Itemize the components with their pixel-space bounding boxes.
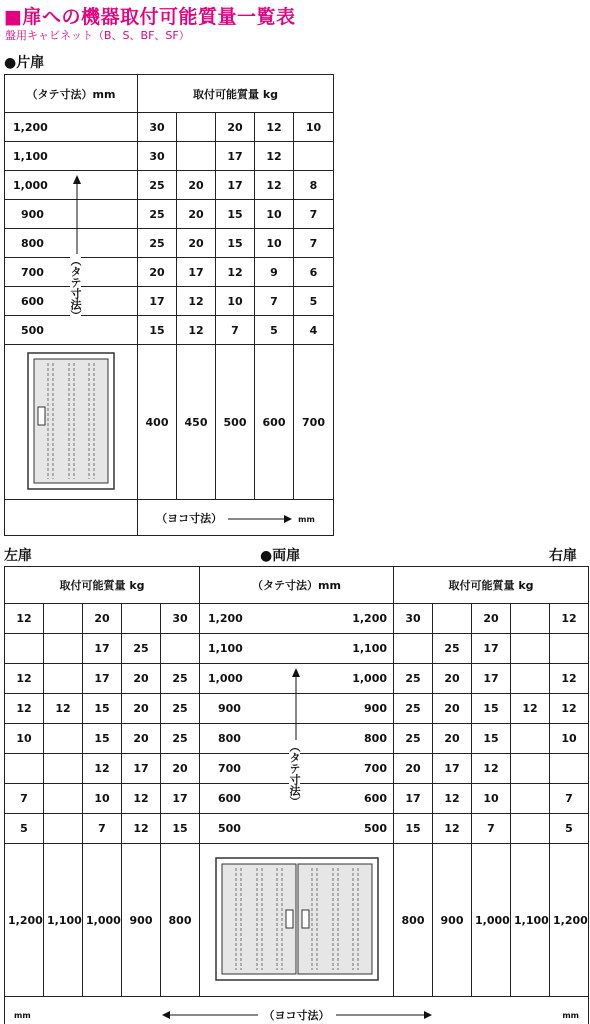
right-mass-value: 5 bbox=[550, 814, 589, 844]
mass-value: 25 bbox=[138, 200, 177, 229]
mass-value: 10 bbox=[255, 200, 294, 229]
height-value-left: 800 bbox=[218, 732, 241, 745]
left-mass-value: 12 bbox=[5, 664, 44, 694]
width-axis-row bbox=[5, 500, 334, 536]
right-mass-value: 7 bbox=[472, 814, 511, 844]
right-arrow-icon bbox=[336, 1011, 432, 1019]
right-mass-value: 20 bbox=[433, 694, 472, 724]
double-door-label: ●両扉 bbox=[260, 548, 301, 564]
mass-value: 20 bbox=[177, 200, 216, 229]
height-value-right: 1,000 bbox=[352, 672, 387, 685]
left-mass-value: 15 bbox=[83, 724, 122, 754]
right-mass-value bbox=[394, 634, 433, 664]
right-door-label: 右扉 bbox=[549, 548, 577, 564]
table-row bbox=[5, 287, 334, 316]
left-mass-value: 30 bbox=[161, 604, 200, 634]
table-row bbox=[5, 229, 334, 258]
right-mass-value: 12 bbox=[472, 754, 511, 784]
mass-value: 10 bbox=[294, 113, 334, 142]
height-value: 800 bbox=[5, 229, 138, 258]
right-mass-value: 17 bbox=[472, 634, 511, 664]
left-mass-value: 10 bbox=[5, 724, 44, 754]
left-arrow-icon bbox=[162, 1011, 258, 1019]
right-mass-value: 12 bbox=[433, 784, 472, 814]
mass-value: 10 bbox=[255, 229, 294, 258]
width-value: 450 bbox=[177, 345, 216, 500]
height-value-pair bbox=[200, 604, 394, 634]
height-value-pair bbox=[200, 814, 394, 844]
mass-value: 5 bbox=[255, 316, 294, 345]
left-mass-value: 20 bbox=[122, 694, 161, 724]
page-subtitle: 盤用キャビネット（B、S、BF、SF） bbox=[5, 29, 190, 42]
mass-value: 12 bbox=[255, 171, 294, 200]
right-mass-value bbox=[511, 634, 550, 664]
mass-value: 17 bbox=[216, 171, 255, 200]
mass-value: 20 bbox=[216, 113, 255, 142]
mass-value: 6 bbox=[294, 258, 334, 287]
double-door-cabinet-icon bbox=[214, 856, 380, 982]
height-header: （タテ寸法）mm bbox=[200, 567, 394, 604]
right-mass-value: 12 bbox=[550, 604, 589, 634]
mass-value: 17 bbox=[216, 142, 255, 171]
height-value-left: 900 bbox=[218, 702, 241, 715]
left-mass-value: 17 bbox=[83, 634, 122, 664]
right-mass-value: 10 bbox=[472, 784, 511, 814]
mass-header-right: 取付可能質量 kg bbox=[394, 567, 589, 604]
height-value-left: 1,000 bbox=[208, 672, 243, 685]
right-mass-value bbox=[550, 754, 589, 784]
right-mass-value: 15 bbox=[394, 814, 433, 844]
width-value-right: 900 bbox=[433, 844, 472, 997]
height-value-left: 700 bbox=[218, 762, 241, 775]
width-value-left: 1,100 bbox=[44, 844, 83, 997]
right-mass-value bbox=[550, 634, 589, 664]
right-mass-value: 25 bbox=[433, 634, 472, 664]
right-mass-value: 20 bbox=[433, 664, 472, 694]
width-value-right: 800 bbox=[394, 844, 433, 997]
height-value-right: 800 bbox=[364, 732, 387, 745]
width-axis-cell bbox=[5, 997, 589, 1024]
left-mass-value bbox=[44, 784, 83, 814]
right-mass-value: 17 bbox=[394, 784, 433, 814]
mass-value: 12 bbox=[177, 287, 216, 316]
left-door-label: 左扉 bbox=[4, 548, 32, 564]
left-mass-value bbox=[5, 634, 44, 664]
right-mass-value: 12 bbox=[511, 694, 550, 724]
table-row bbox=[5, 113, 334, 142]
right-mass-value: 25 bbox=[394, 694, 433, 724]
left-mass-value: 20 bbox=[122, 664, 161, 694]
page-title: ■扉への機器取付可能質量一覧表 bbox=[4, 6, 296, 28]
left-mass-value: 25 bbox=[161, 694, 200, 724]
mass-value: 20 bbox=[177, 171, 216, 200]
single-door-cabinet-icon bbox=[26, 351, 116, 491]
height-axis-label: （タテ寸法） bbox=[69, 255, 82, 321]
width-value-right: 1,200 bbox=[550, 844, 589, 997]
table-row bbox=[5, 142, 334, 171]
height-value: 1,200 bbox=[5, 113, 138, 142]
height-value-right: 500 bbox=[364, 822, 387, 835]
mass-value: 12 bbox=[255, 113, 294, 142]
left-mass-value: 17 bbox=[83, 664, 122, 694]
right-mass-value: 12 bbox=[550, 664, 589, 694]
mass-value: 8 bbox=[294, 171, 334, 200]
height-value: 1,000 bbox=[5, 171, 138, 200]
single-door-table bbox=[4, 74, 334, 536]
right-mass-value bbox=[511, 664, 550, 694]
mass-header-left: 取付可能質量 kg bbox=[5, 567, 200, 604]
left-mass-value: 25 bbox=[161, 724, 200, 754]
right-mass-value: 12 bbox=[550, 694, 589, 724]
mass-value: 15 bbox=[138, 316, 177, 345]
mass-value: 30 bbox=[138, 113, 177, 142]
height-value-right: 900 bbox=[364, 702, 387, 715]
height-value-left: 500 bbox=[218, 822, 241, 835]
mass-value: 7 bbox=[294, 200, 334, 229]
mass-value: 25 bbox=[138, 171, 177, 200]
right-mass-value bbox=[511, 754, 550, 784]
width-axis-cell bbox=[138, 500, 334, 536]
width-value: 600 bbox=[255, 345, 294, 500]
up-arrow-icon bbox=[72, 175, 82, 255]
left-mass-value bbox=[44, 634, 83, 664]
height-value: 900 bbox=[5, 200, 138, 229]
mass-value: 25 bbox=[138, 229, 177, 258]
mass-value: 20 bbox=[138, 258, 177, 287]
left-mass-value: 20 bbox=[122, 724, 161, 754]
mass-value: 7 bbox=[294, 229, 334, 258]
table-row bbox=[5, 634, 589, 664]
right-mass-value: 7 bbox=[550, 784, 589, 814]
single-door-diagram-cell bbox=[5, 345, 138, 500]
height-value-left: 600 bbox=[218, 792, 241, 805]
left-mass-value: 12 bbox=[83, 754, 122, 784]
mass-value bbox=[294, 142, 334, 171]
right-mass-value: 15 bbox=[472, 694, 511, 724]
table-row bbox=[5, 814, 589, 844]
mass-header: 取付可能質量 kg bbox=[138, 75, 334, 113]
height-axis-label: （タテ寸法） bbox=[288, 741, 301, 807]
left-mass-value bbox=[5, 754, 44, 784]
width-unit-left: mm bbox=[14, 1010, 31, 1020]
left-mass-value: 15 bbox=[83, 694, 122, 724]
mass-value: 15 bbox=[216, 229, 255, 258]
width-value-left: 1,200 bbox=[5, 844, 44, 997]
right-mass-value bbox=[433, 604, 472, 634]
mass-value: 12 bbox=[216, 258, 255, 287]
height-value-left: 1,200 bbox=[208, 612, 243, 625]
table-row bbox=[5, 171, 334, 200]
height-value: 600 bbox=[5, 287, 138, 316]
left-mass-value: 12 bbox=[5, 694, 44, 724]
mass-value bbox=[177, 142, 216, 171]
left-mass-value bbox=[44, 754, 83, 784]
height-value-left: 1,100 bbox=[208, 642, 243, 655]
height-value-right: 600 bbox=[364, 792, 387, 805]
mass-value: 7 bbox=[255, 287, 294, 316]
mass-value bbox=[177, 113, 216, 142]
left-mass-value bbox=[161, 634, 200, 664]
left-mass-value: 17 bbox=[161, 784, 200, 814]
mass-value: 30 bbox=[138, 142, 177, 171]
height-header: （タテ寸法）mm bbox=[5, 75, 138, 113]
width-value-left: 800 bbox=[161, 844, 200, 997]
right-mass-value: 17 bbox=[433, 754, 472, 784]
left-mass-value: 12 bbox=[122, 784, 161, 814]
mass-value: 4 bbox=[294, 316, 334, 345]
width-value-right: 1,100 bbox=[511, 844, 550, 997]
double-door-diagram-cell bbox=[200, 844, 394, 997]
right-mass-value: 25 bbox=[394, 724, 433, 754]
table-row bbox=[5, 258, 334, 287]
right-mass-value: 10 bbox=[550, 724, 589, 754]
right-mass-value: 17 bbox=[472, 664, 511, 694]
left-mass-value bbox=[44, 724, 83, 754]
right-mass-value: 15 bbox=[472, 724, 511, 754]
right-arrow-icon bbox=[228, 515, 292, 523]
left-mass-value: 10 bbox=[83, 784, 122, 814]
right-mass-value bbox=[511, 784, 550, 814]
right-mass-value: 30 bbox=[394, 604, 433, 634]
up-arrow-icon bbox=[291, 668, 301, 740]
left-mass-value: 25 bbox=[122, 634, 161, 664]
height-value: 700 bbox=[5, 258, 138, 287]
blank-cell bbox=[5, 500, 138, 536]
left-mass-value: 12 bbox=[5, 604, 44, 634]
mass-value: 5 bbox=[294, 287, 334, 316]
left-mass-value bbox=[44, 604, 83, 634]
right-mass-value bbox=[511, 724, 550, 754]
mass-value: 7 bbox=[216, 316, 255, 345]
left-mass-value: 25 bbox=[161, 664, 200, 694]
height-value-pair bbox=[200, 634, 394, 664]
left-mass-value: 20 bbox=[161, 754, 200, 784]
height-value-right: 700 bbox=[364, 762, 387, 775]
mass-value: 10 bbox=[216, 287, 255, 316]
left-mass-value: 17 bbox=[122, 754, 161, 784]
left-mass-value: 7 bbox=[5, 784, 44, 814]
height-value: 1,100 bbox=[5, 142, 138, 171]
single-door-label: ●片扉 bbox=[4, 55, 45, 71]
diagram-row bbox=[5, 844, 589, 997]
width-value: 400 bbox=[138, 345, 177, 500]
left-mass-value bbox=[122, 604, 161, 634]
width-axis-row bbox=[5, 997, 589, 1024]
left-mass-value: 12 bbox=[122, 814, 161, 844]
width-value-left: 900 bbox=[122, 844, 161, 997]
height-value-right: 1,100 bbox=[352, 642, 387, 655]
left-mass-value: 15 bbox=[161, 814, 200, 844]
left-mass-value: 12 bbox=[44, 694, 83, 724]
left-mass-value: 7 bbox=[83, 814, 122, 844]
right-mass-value bbox=[511, 604, 550, 634]
width-value: 700 bbox=[294, 345, 334, 500]
height-value: 500 bbox=[5, 316, 138, 345]
height-value-right: 1,200 bbox=[352, 612, 387, 625]
table-row bbox=[5, 604, 589, 634]
mass-value: 9 bbox=[255, 258, 294, 287]
right-mass-value: 12 bbox=[433, 814, 472, 844]
table-row bbox=[5, 316, 334, 345]
width-unit-right: mm bbox=[562, 1010, 579, 1020]
right-mass-value: 20 bbox=[433, 724, 472, 754]
width-unit: mm bbox=[298, 514, 315, 524]
mass-value: 20 bbox=[177, 229, 216, 258]
right-mass-value bbox=[511, 814, 550, 844]
mass-value: 17 bbox=[177, 258, 216, 287]
mass-value: 12 bbox=[255, 142, 294, 171]
left-mass-value: 5 bbox=[5, 814, 44, 844]
width-axis-label: （ヨコ寸法） bbox=[263, 1009, 330, 1022]
mass-value: 17 bbox=[138, 287, 177, 316]
mass-value: 15 bbox=[216, 200, 255, 229]
mass-value: 12 bbox=[177, 316, 216, 345]
right-mass-value: 20 bbox=[394, 754, 433, 784]
right-mass-value: 20 bbox=[472, 604, 511, 634]
right-mass-value: 25 bbox=[394, 664, 433, 694]
left-mass-value: 20 bbox=[83, 604, 122, 634]
left-mass-value bbox=[44, 664, 83, 694]
width-axis-label: （ヨコ寸法） bbox=[156, 511, 223, 525]
left-mass-value bbox=[44, 814, 83, 844]
width-value-right: 1,000 bbox=[472, 844, 511, 997]
width-value-left: 1,000 bbox=[83, 844, 122, 997]
width-value: 500 bbox=[216, 345, 255, 500]
diagram-row bbox=[5, 345, 334, 500]
table-row bbox=[5, 200, 334, 229]
